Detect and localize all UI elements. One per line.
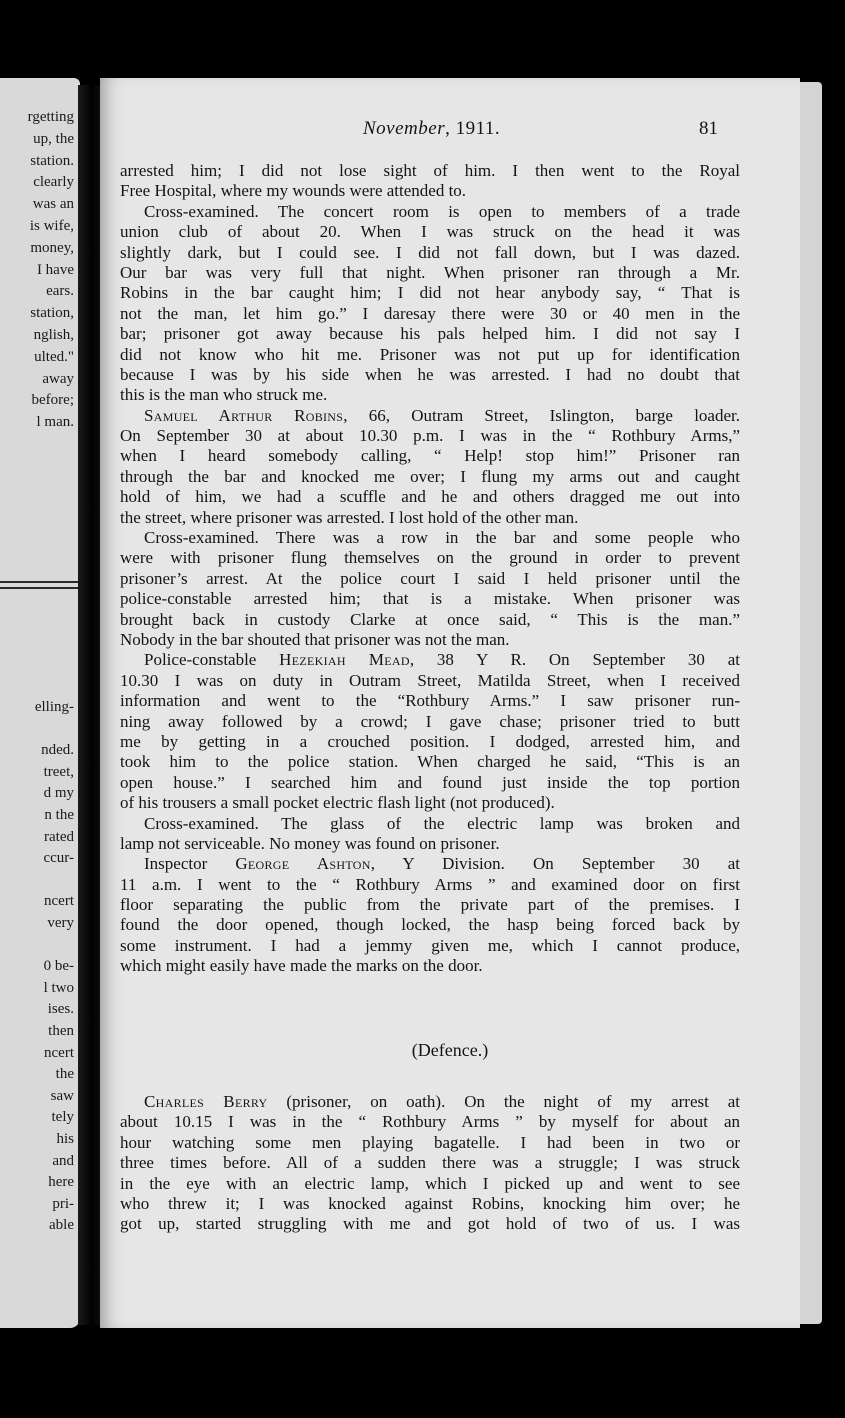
text-line [120,732,740,752]
paragraph [120,854,740,976]
page-number: 81 [699,118,718,139]
left-page-line: 0 be- [43,958,74,975]
header-date [363,118,500,140]
left-page-line: ccur- [43,850,74,867]
line-text: about 10.15 I was in the “ Rothbury Arms ” by myself for about an [120,1112,740,1132]
text-line [120,548,740,568]
left-page-line: l two [43,979,74,996]
witness-name: Charles Berry [144,1092,268,1111]
page-edge [800,82,822,1324]
witness-name: Samuel Arthur Robins [144,405,344,425]
text-line [120,426,740,446]
text-line [120,895,740,915]
left-page-line: l man. [36,414,74,431]
left-page-rule [0,587,80,589]
line-text: when I heard somebody calling, “ Help! stop him!” Prisoner ran [120,446,740,466]
line-text: hold of him, we had a scuffle and he and others dragged me out into [120,487,740,507]
text-line [120,875,740,895]
line-text: which might easily have made the marks on the door. [120,956,483,976]
line-text: ning away followed by a crowd; I gave chase; prisoner tried to butt [120,711,740,731]
header-month: November [363,118,446,139]
paragraph [120,814,740,855]
text-line [120,324,740,344]
left-page-line: ulted." [34,348,74,365]
text-line [120,671,740,691]
text-line [120,202,740,222]
text-line [120,915,740,935]
left-page-line: here [48,1174,74,1191]
text-line [120,936,740,956]
text-line [120,589,740,609]
text-line [120,385,740,405]
text-line [120,712,740,732]
left-page-line: money, [30,239,74,256]
line-text: , 66, Outram Street, Islington, barge loader. [343,405,740,425]
text-line [120,1194,740,1214]
text-line [120,1153,740,1173]
line-text: who threw it; I was knocked against Robins, knocking him over; he [120,1193,740,1213]
running-header [100,118,800,142]
line-text: (prisoner, on oath). On the night of my arrest at [267,1092,741,1111]
title-prefix: Police-constable [144,650,280,670]
line-text: in the eye with an electric lamp, which I picked up and went to see [120,1173,740,1193]
text-line [120,1214,740,1234]
left-page-line: before; [31,392,74,409]
left-page-line: nglish, [33,327,74,343]
line-text: arrested him; I did not lose sight of him. I then went to the Royal [120,161,740,180]
left-page-line: elling- [34,699,74,715]
left-page-line: rated [44,828,74,845]
left-page-line: then [48,1023,74,1039]
text-line [120,1174,740,1194]
left-page-line: nded. [41,742,74,759]
paragraph [120,528,740,650]
line-text: brought back in custody Clarke at once said, “ This is the man.” [120,609,740,629]
left-page-line: very [47,915,74,931]
left-page-line: away [42,370,74,387]
text-line [120,1133,740,1153]
text-line [120,345,740,365]
text-line [120,243,740,263]
paragraph [120,406,740,528]
line-text: , Y Division. On September 30 at [370,854,740,874]
line-text: hour watching some men playing bagatelle. I had been in two or [120,1132,740,1152]
line-text: 11 a.m. I went to the “ Rothbury Arms ” and examined door on first [120,874,740,894]
left-page-line: saw [50,1087,74,1104]
line-text: , 38 Y R. On September 30 at [409,650,740,670]
line-text: took him to the police station. When charged he said, “This is an [120,752,740,772]
left-page-line: the [55,1066,74,1083]
left-page-line: his [56,1131,74,1147]
text-line [120,691,740,711]
testimony-text [120,161,740,977]
line-text: slightly dark, but I could see. I did not fall down, but I was dazed. [120,242,740,262]
line-text: On September 30 at about 10.30 p.m. I was in the “ Rothbury Arms,” [120,426,740,446]
line-text: bar; prisoner got away because his pals helped him. I did not say I [120,324,740,344]
left-page-line: up, the [33,130,74,147]
line-text: got up, started struggling with me and got hold of two of us. I was [120,1214,740,1234]
text-line [120,569,740,589]
line-text: through the bar and knocked me over; I flung my arms out and caught [120,466,740,486]
facing-left-page [0,78,80,1328]
section-heading: (Defence.) [411,1040,489,1060]
text-line [120,508,740,528]
line-text: me by getting in a crouched position. I dodged, arrested him, and [120,731,740,751]
paragraph [120,161,740,202]
left-page-rule [0,581,80,583]
left-page-line: ncert [44,1044,74,1061]
line-text: prisoner’s arrest. At the police court I said I held prisoner until the [120,568,740,588]
text-line [120,650,740,670]
header-year: , 1911. [445,118,501,139]
line-text: three times before. All of a sudden there was a struggle; I was struck [120,1153,740,1173]
text-line [120,834,740,854]
left-page-line: station. [30,152,74,169]
line-text: Cross-examined. The concert room is open to members of a trade [144,201,740,221]
line-text: Robins in the bar caught him; I did not hear anybody say, “ That is [120,283,740,303]
text-line [120,365,740,385]
left-page-line: d my [43,785,74,802]
text-line [120,752,740,772]
left-page-line: tely [51,1109,74,1126]
line-text: were with prisoner flung themselves on the ground in order to prevent [120,548,740,568]
text-line [120,1112,740,1132]
line-text: information and went to the “Rothbury Arms.” I saw prisoner run- [120,691,740,711]
left-page-line: n the [44,807,74,823]
text-line [120,304,740,324]
text-line [120,487,740,507]
left-page-line: treet, [43,763,74,780]
line-text: open house.” I searched him and found just inside the top portion [120,772,740,792]
left-page-line: rgetting [27,109,74,125]
book-page [100,78,800,1328]
left-page-line: is wife, [29,218,74,234]
line-text: lamp not serviceable. No money was found on prisoner. [120,833,500,853]
line-text: union club of about 20. When I was struck on the head it was [120,222,740,242]
left-page-line: and [52,1152,74,1169]
left-page-line: was an [32,196,74,213]
text-line [120,467,740,487]
text-line [120,773,740,793]
line-text: of his trousers a small pocket electric flash light (not produced). [120,793,555,813]
line-text: Free Hospital, where my wounds were attended to. [120,181,467,201]
text-line [120,161,740,181]
line-text: Cross-examined. There was a row in the bar and some people who [144,528,740,548]
left-page-line: clearly [33,174,74,191]
line-text: because I was by his side when he was arrested. I had no doubt that [120,364,740,384]
text-line [120,610,740,630]
text-line [120,263,740,283]
line-text: police-constable arrested him; that is a mistake. When prisoner was [120,589,740,609]
text-line [120,1092,740,1112]
witness-name: George Ashton [235,854,371,874]
paragraph [120,650,740,813]
line-text: Nobody in the bar shouted that prisoner was not the man. [120,629,510,649]
text-line [120,181,740,201]
line-text: the street, where prisoner was arrested. I lost hold of the other man. [120,507,579,527]
left-page-line: ncert [44,893,74,910]
line-text: not the man, let him go.” I daresay there were 30 or 40 men in the [120,303,740,323]
line-text: floor separating the public from the private part of the premises. I [120,895,740,915]
defence-testimony-text [120,1092,740,1235]
paragraph [120,202,740,406]
text-line [120,528,740,548]
witness-name: Hezekiah Mead [279,650,410,670]
left-page-line: I have [36,261,74,278]
left-page-line: pri- [52,1195,74,1212]
text-line [120,222,740,242]
left-page-line: ises. [47,1001,74,1018]
title-prefix: Inspector [144,854,236,874]
text-line [120,630,740,650]
text-line [120,283,740,303]
text-line [120,446,740,466]
text-line [120,814,740,834]
text-line [120,956,740,976]
line-text: some instrument. I had a jemmy given me, which I cannot produce, [120,935,740,955]
line-text: Our bar was very full that night. When prisoner ran through a Mr. [120,262,740,282]
book-gutter [78,85,102,1325]
line-text: found the door opened, though locked, the hasp being forced back by [120,915,740,935]
line-text: 10.30 I was on duty in Outram Street, Matilda Street, when I received [120,670,740,690]
left-page-line: able [49,1217,74,1234]
line-text: did not know who hit me. Prisoner was not put up for identification [120,344,740,364]
line-text: this is the man who struck me. [120,385,328,405]
text-line [120,793,740,813]
line-text: Cross-examined. The glass of the electric lamp was broken and [144,813,740,833]
text-line [120,406,740,426]
left-page-line: ears. [46,283,74,300]
left-page-line: station, [30,305,74,322]
text-line [120,854,740,874]
